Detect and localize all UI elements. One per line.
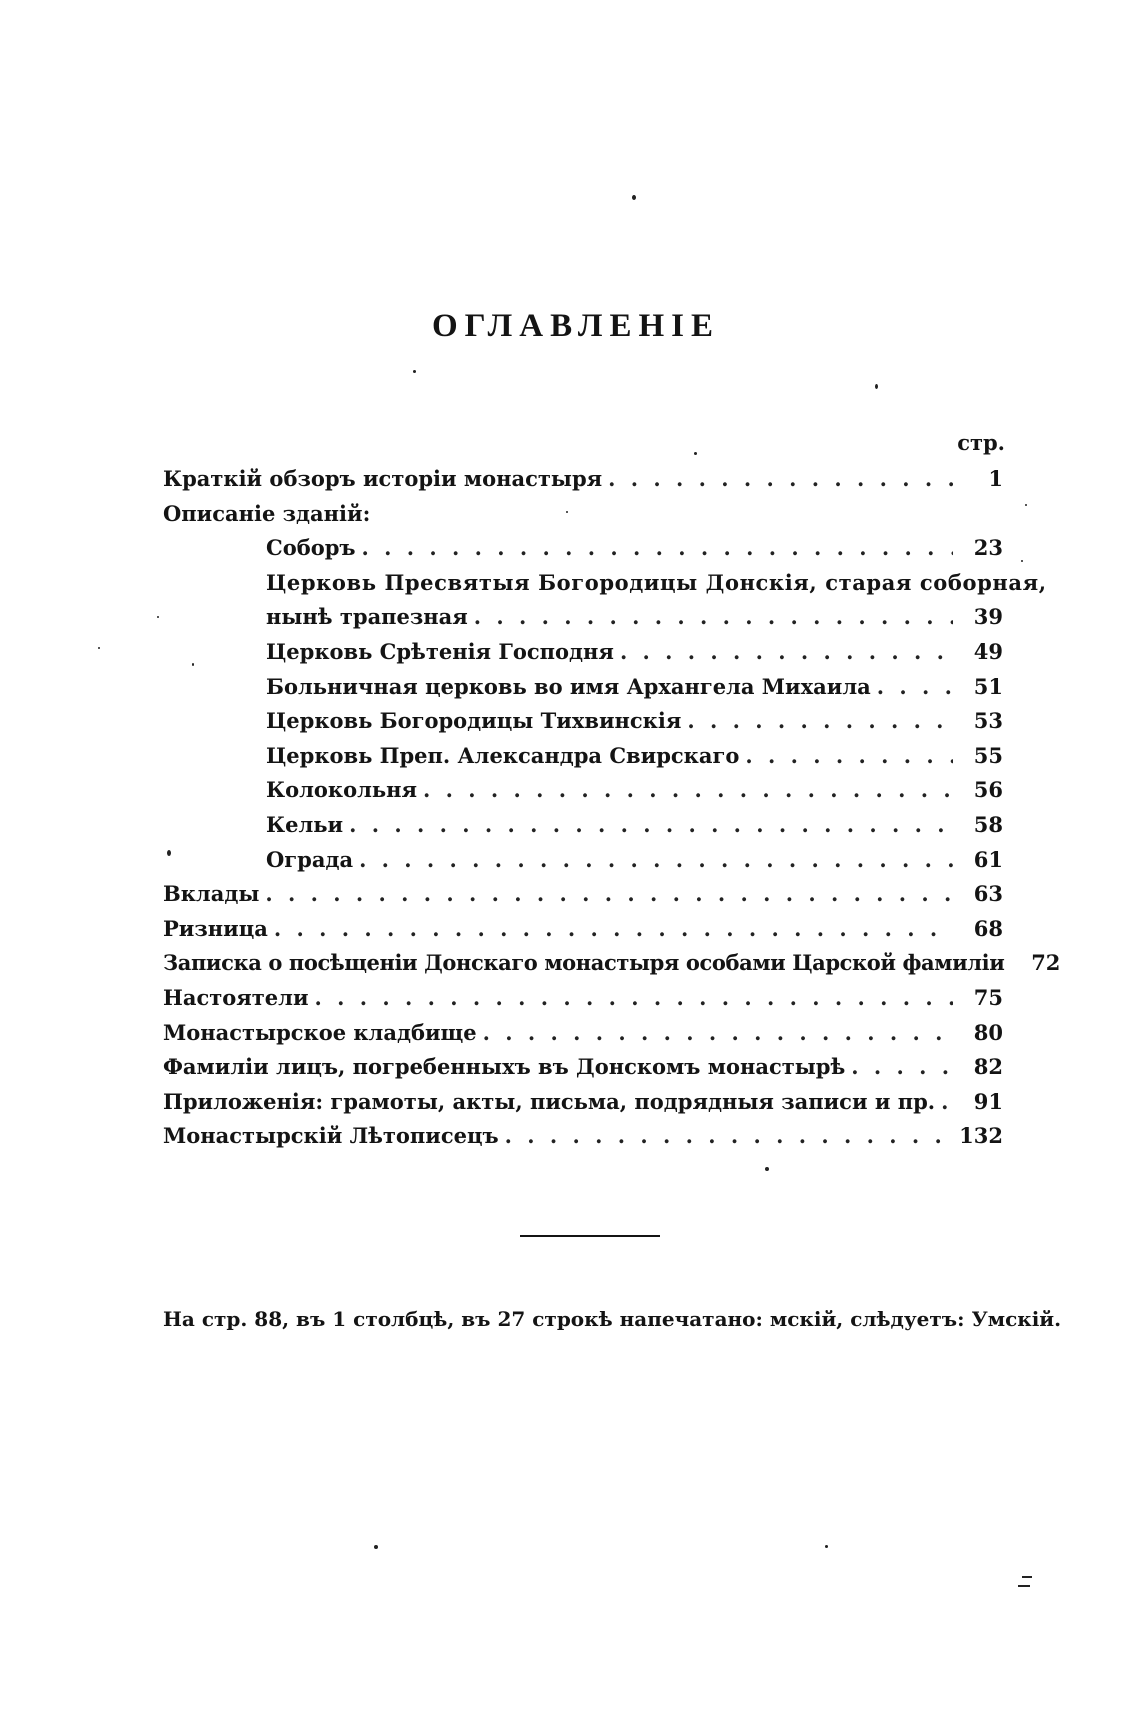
separator-rule xyxy=(520,1235,660,1237)
scan-speck xyxy=(1018,1585,1030,1587)
toc-entry-label: Записка о посѣщеніи Донскаго монастыря особами Царской фамиліи xyxy=(163,950,1005,976)
toc-entry-page: 132 xyxy=(959,1123,1003,1149)
dot-leader xyxy=(877,670,953,705)
toc-entry xyxy=(163,877,1003,912)
dot-leader xyxy=(941,1085,953,1120)
toc-entry-page: 51 xyxy=(973,673,1003,699)
dot-leader xyxy=(349,808,953,843)
toc-entry xyxy=(163,670,1003,705)
errata-note: На стр. 88, въ 1 столбцѣ, въ 27 строкѣ напечатано: мскій, слѣдуетъ: Умскій. xyxy=(163,1307,1062,1331)
scan-speck xyxy=(765,1167,769,1171)
toc-entry-label: Краткій обзоръ исторіи монастыря xyxy=(163,466,603,491)
toc-entry-label: Соборъ xyxy=(266,535,356,561)
toc-entry-page: 39 xyxy=(973,604,1003,630)
toc-entry-page: 58 xyxy=(973,811,1003,837)
toc-entry-page: 56 xyxy=(973,777,1003,803)
table-of-contents xyxy=(163,462,1061,1154)
toc-entry-page: 53 xyxy=(973,708,1003,734)
toc-entry xyxy=(163,1016,1003,1051)
dot-leader xyxy=(315,981,953,1016)
scan-speck xyxy=(167,850,171,856)
toc-entry xyxy=(163,946,1061,981)
toc-entry xyxy=(163,843,1003,878)
toc-entry xyxy=(163,1050,1003,1085)
toc-entry xyxy=(163,808,1003,843)
toc-entry xyxy=(163,981,1003,1016)
toc-entry-label: Кельи xyxy=(266,811,344,837)
toc-entry xyxy=(163,739,1003,774)
toc-entry xyxy=(163,600,1003,635)
toc-entry xyxy=(163,912,1003,947)
toc-entry xyxy=(163,531,1003,566)
scan-speck xyxy=(566,511,568,513)
toc-entry-label: Ограда xyxy=(266,846,354,872)
toc-entry-page: 1 xyxy=(988,466,1003,491)
dot-leader xyxy=(359,843,953,878)
dot-leader xyxy=(362,531,953,566)
scan-speck xyxy=(1021,560,1023,562)
toc-entry xyxy=(163,773,1003,808)
toc-entry-page: 49 xyxy=(973,638,1003,664)
dot-leader xyxy=(265,877,953,912)
toc-entry xyxy=(163,462,1003,497)
dot-leader xyxy=(851,1050,953,1085)
toc-entry xyxy=(163,1085,1003,1120)
toc-entry-label: Церковь Срѣтенія Господня xyxy=(266,638,614,664)
toc-entry-label: Церковь Пресвятыя Богородицы Донскія, старая соборная, xyxy=(266,569,1047,595)
toc-section-heading xyxy=(163,497,1003,532)
scan-speck xyxy=(157,616,159,618)
toc-entry-page: 91 xyxy=(973,1088,1003,1114)
toc-entry-label: Колокольня xyxy=(266,777,418,803)
toc-entry-label: Ризница xyxy=(163,915,268,941)
toc-entry-label: Фамиліи лицъ, погребенныхъ въ Донскомъ монастырѣ xyxy=(163,1054,846,1080)
toc-entry-page: 72 xyxy=(1031,950,1061,976)
dot-leader xyxy=(483,1016,953,1051)
scan-speck xyxy=(374,1545,378,1549)
toc-entry-label: нынѣ трапезная xyxy=(266,604,468,630)
toc-entry xyxy=(163,566,1047,601)
toc-entry-page: 68 xyxy=(973,915,1003,941)
toc-entry-page: 80 xyxy=(973,1019,1003,1045)
dot-leader xyxy=(505,1119,953,1154)
scan-speck xyxy=(875,384,878,389)
scan-speck xyxy=(1025,504,1027,506)
page-column-header: стр. xyxy=(957,430,1005,455)
dot-leader xyxy=(274,912,953,947)
toc-entry-label: Церковь Преп. Александра Свирскаго xyxy=(266,742,740,768)
page-title: ОГЛАВЛЕНІЕ xyxy=(432,308,720,344)
toc-entry-label: Больничная церковь во имя Архангела Михаила xyxy=(266,673,871,699)
toc-entry xyxy=(163,1119,1003,1154)
scan-speck xyxy=(413,370,416,373)
toc-entry xyxy=(163,704,1003,739)
toc-entry xyxy=(163,635,1003,670)
dot-leader xyxy=(745,739,953,774)
toc-entry-page: 23 xyxy=(973,535,1003,561)
toc-entry-label: Вклады xyxy=(163,881,260,907)
scan-speck xyxy=(192,663,194,666)
dot-leader xyxy=(474,600,953,635)
toc-entry-page: 63 xyxy=(973,881,1003,907)
toc-entry-page: 61 xyxy=(973,846,1003,872)
toc-entry-page: 55 xyxy=(973,742,1003,768)
dot-leader xyxy=(608,462,953,497)
scan-speck xyxy=(632,195,636,200)
toc-entry-page: 82 xyxy=(973,1054,1003,1080)
toc-entry-label: Монастырское кладбище xyxy=(163,1019,477,1045)
dot-leader xyxy=(620,635,953,670)
scan-speck xyxy=(98,647,100,649)
toc-entry-label: Монастырскій Лѣтописецъ xyxy=(163,1123,499,1149)
dot-leader xyxy=(423,773,953,808)
scan-speck xyxy=(694,452,697,455)
toc-entry-label: Описаніе зданій: xyxy=(163,500,371,526)
toc-entry-label: Настоятели xyxy=(163,984,309,1010)
toc-entry-label: Церковь Богородицы Тихвинскія xyxy=(266,708,682,734)
toc-entry-label: Приложенія: грамоты, акты, письма, подрядныя записи и пр. xyxy=(163,1088,936,1114)
scan-speck xyxy=(825,1545,828,1548)
dot-leader xyxy=(687,704,953,739)
scan-speck xyxy=(1022,1576,1032,1578)
toc-entry-page: 75 xyxy=(973,984,1003,1010)
